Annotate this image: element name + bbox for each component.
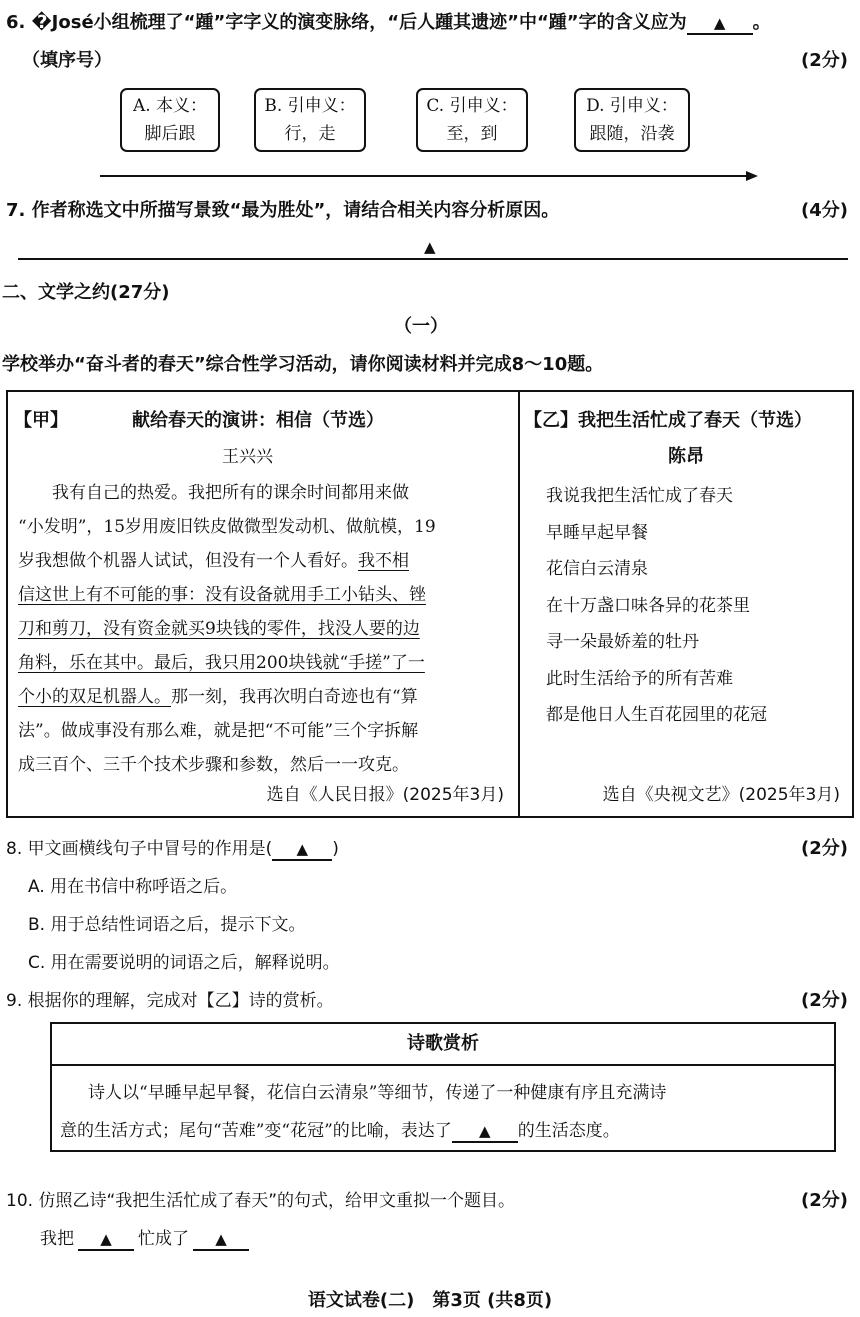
jia-line — [18, 510, 514, 544]
yi-author: 陈昂 — [668, 446, 704, 467]
jia-line — [18, 612, 514, 646]
text-yi — [520, 392, 852, 816]
jia-line — [18, 476, 514, 510]
question-10-score: (2分) — [801, 1190, 848, 1211]
poem-line: 我说我把生活忙成了春天 — [546, 486, 733, 506]
option-box-c — [416, 88, 528, 152]
jia-line-text: “小发明”，15岁用废旧铁皮做微型发动机、做航模，19 — [18, 517, 436, 537]
jia-line — [18, 544, 514, 578]
section-subtitle: （一） — [394, 316, 448, 337]
poem-line: 在十万盏口味各异的花茶里 — [546, 595, 750, 616]
poem-line: 都是他日人生百花园里的花冠 — [546, 705, 767, 725]
blank-mark: ▲ — [296, 840, 309, 858]
jia-line — [18, 578, 514, 612]
jia-underlined-text: 刀和剪刀，没有资金就买9块钱的零件，找没人要的边 — [18, 619, 420, 639]
question-8 — [6, 834, 339, 861]
question-7-score: (4分) — [801, 200, 848, 221]
answer-blank-1[interactable] — [78, 1229, 134, 1251]
blank-mark: ▲ — [100, 1230, 112, 1248]
jia-line-text: 成三百个、三千个技术步骤和参数，然后一一攻克。 — [18, 755, 409, 775]
evolution-arrow-line — [100, 168, 760, 184]
question-9-score: (2分) — [801, 990, 848, 1011]
jia-underlined-text: 我不相 — [358, 551, 409, 571]
poem-line: 早睡早起早餐 — [546, 522, 648, 543]
option-desc: 脚后跟 — [144, 124, 196, 144]
question-6-end: 。 — [752, 12, 771, 33]
answer-middle: 忙成了 — [138, 1229, 189, 1249]
answer-blank[interactable] — [452, 1121, 518, 1143]
option-desc: 至，到 — [446, 124, 498, 144]
yi-title: 【乙】我把生活忙成了春天（节选） — [524, 410, 812, 431]
blank-mark: ▲ — [478, 1122, 491, 1140]
answer-blank[interactable] — [272, 839, 332, 861]
question-10-text: 10. 仿照乙诗“我把生活忙成了春天”的句式，给甲文重拟一个题目。 — [6, 1191, 516, 1211]
option-title: D. 引申义： — [586, 96, 678, 116]
section-title: 二、文学之约(27分) — [2, 282, 170, 303]
answer-blank-2[interactable] — [193, 1229, 249, 1251]
option-title: A. 本义： — [132, 96, 208, 116]
appreciation-line-2 — [60, 1116, 620, 1143]
question-6-score: (2分) — [801, 50, 848, 71]
jia-line — [18, 748, 514, 782]
jia-line — [18, 646, 514, 680]
question-8-text: 8. 甲文画横线句子中冒号的作用是( — [6, 839, 273, 859]
option-a[interactable]: A. 用在书信中称呼语之后。 — [28, 877, 238, 897]
question-6-note: （填序号） — [22, 50, 112, 71]
option-desc: 行，走 — [284, 124, 336, 144]
section-intro: 学校举办“奋斗者的春天”综合性学习活动，请你阅读材料并完成8～10题。 — [2, 354, 604, 375]
jia-underlined-text: 个小的双足机器人。 — [18, 687, 171, 707]
jia-source: 选自《人民日报》(2025年3月) — [266, 785, 504, 805]
appreciation-box — [50, 1022, 836, 1152]
jia-line — [18, 680, 514, 714]
option-c[interactable]: C. 用在需要说明的词语之后，解释说明。 — [28, 953, 340, 973]
option-box-b — [254, 88, 366, 152]
appreciation-text: 意的生活方式；尾句“苦难”变“花冠”的比喻，表达了 — [60, 1121, 452, 1141]
yi-source: 选自《央视文艺》(2025年3月) — [602, 785, 840, 805]
yi-poem — [546, 478, 767, 734]
question-8-score: (2分) — [801, 838, 848, 859]
poem-line: 花信白云清泉 — [546, 559, 648, 579]
jia-line-text: 法”。做成事没有那么难，就是把“不可能”三个字拆解 — [18, 721, 419, 741]
question-10-answer — [40, 1224, 249, 1251]
appreciation-text: 的生活态度。 — [517, 1121, 620, 1141]
blank-mark: ▲ — [215, 1230, 227, 1248]
appreciation-line-1: 诗人以“早睡早起早餐，花信白云清泉”等细节，传递了一种健康有序且充满诗 — [88, 1083, 667, 1103]
jia-tag: 【甲】 — [14, 410, 68, 431]
answer-prefix: 我把 — [40, 1229, 74, 1249]
poem-line: 寻一朵最娇羞的牡丹 — [546, 632, 699, 652]
blank-mark: ▲ — [424, 238, 436, 256]
poem-line: 此时生活给予的所有苦难 — [546, 668, 733, 689]
answer-blank[interactable] — [687, 13, 753, 35]
answer-line-q7[interactable] — [18, 238, 848, 260]
option-box-d — [574, 88, 690, 152]
blank-mark: ▲ — [713, 14, 726, 32]
question-7-text: 7. 作者称选文中所描写景致“最为胜处”，请结合相关内容分析原因。 — [6, 200, 560, 221]
question-8-end: ) — [332, 839, 339, 859]
jia-underlined-text: 角料，乐在其中。最后，我只用200块钱就“手搓”了一 — [18, 653, 425, 673]
question-6-text: 6. �José小组梳理了“踵”字字义的演变脉络，“后人踵其遗迹”中“踵”字的含义应为 — [6, 12, 687, 33]
material-box — [6, 390, 854, 818]
jia-author: 王兴兴 — [222, 447, 273, 467]
option-box-a — [120, 88, 220, 152]
jia-body — [18, 476, 514, 782]
option-title: C. 引申义： — [426, 96, 518, 116]
option-desc: 跟随，沿袭 — [589, 124, 675, 144]
jia-underlined-text: 信这世上有不可能的事：没有设备就用手工小钻头、锉 — [18, 585, 426, 605]
option-b[interactable]: B. 用于总结性词语之后，提示下文。 — [28, 915, 306, 935]
question-6 — [6, 8, 771, 35]
jia-line — [18, 714, 514, 748]
appreciation-title: 诗歌赏析 — [52, 1024, 834, 1066]
text-jia — [8, 392, 520, 816]
jia-title: 献给春天的演讲：相信（节选） — [132, 410, 384, 431]
option-title: B. 引申义： — [264, 96, 356, 116]
question-9-text: 9. 根据你的理解，完成对【乙】诗的赏析。 — [6, 991, 334, 1011]
jia-line-text: 那一刻，我再次明白奇迹也有“算 — [171, 687, 418, 707]
page-footer: 语文试卷(二) 第3页 (共8页) — [307, 1290, 553, 1311]
jia-line-text: 岁我想做个机器人试试，但没有一个人看好。 — [18, 551, 358, 571]
jia-line-text: 我有自己的热爱。我把所有的课余时间都用来做 — [52, 483, 409, 503]
